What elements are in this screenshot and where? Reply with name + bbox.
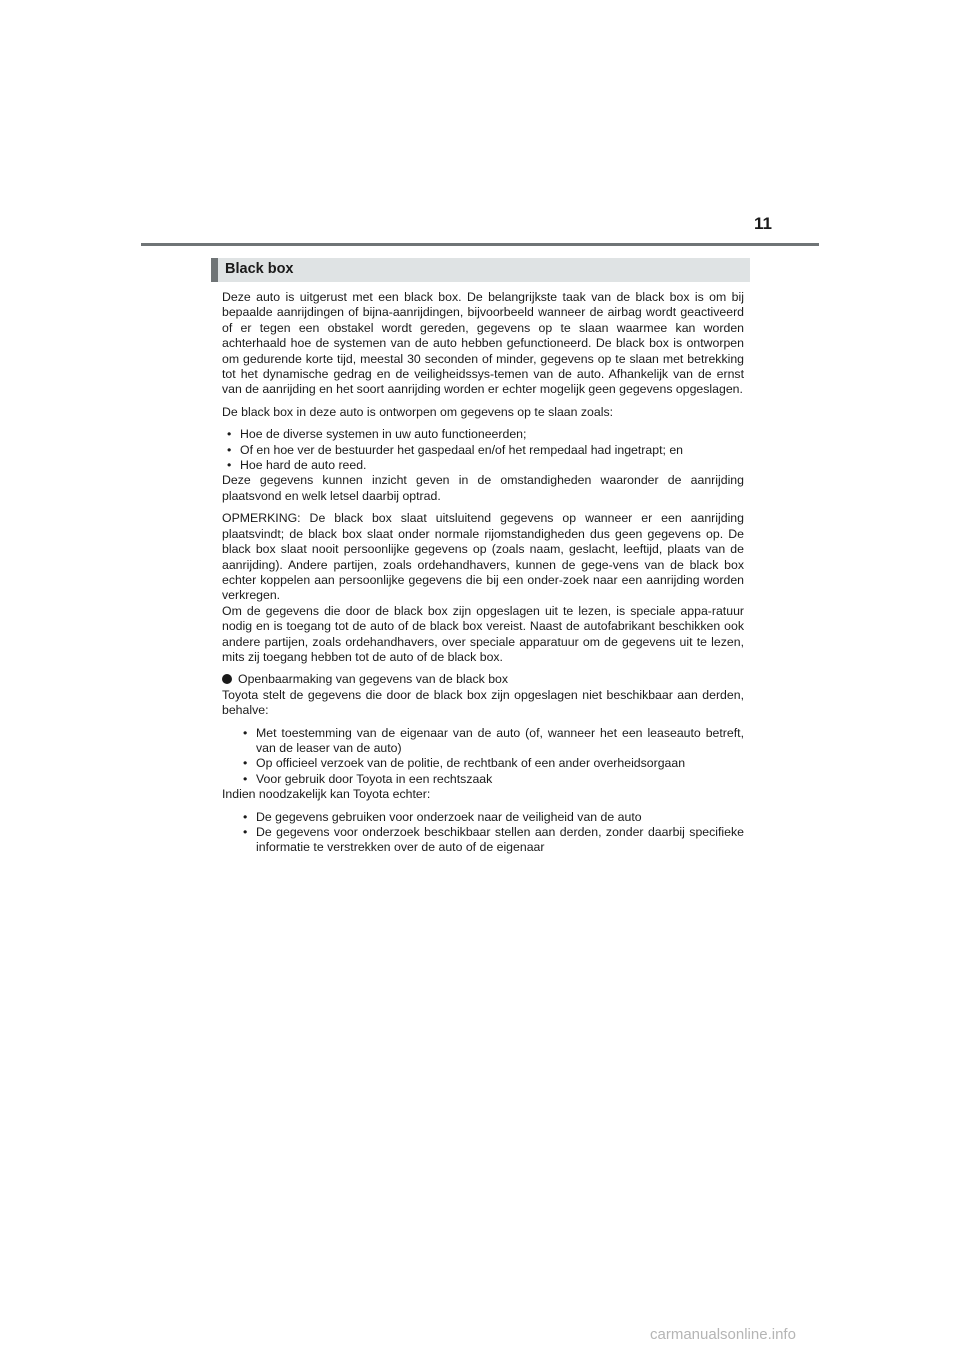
paragraph-insight: Deze gegevens kunnen inzicht geven in de omstandigheden waaronder de aanrijding plaatsvond en welk letsel daarbij optrad. [222,473,744,503]
list-item: • Op officieel verzoek van de politie, de rechtbank of een ander overheidsorgaan [243,756,686,771]
paragraph-readout: Om de gegevens die door de black box zijn opgeslagen uit te lezen, is speciale appa-ratuur nodig en is toegang tot de auto of de black box vereist. Naast de autofabrikant beschikken ook andere partijen, zoals ordehandhavers, over speciale apparatuur om de gegevens uit te lezen, mits zij toegang hebben tot de auto of de black box. [222,603,744,664]
list-item: • Voor gebruik door Toyota in een rechtszaak [243,771,493,786]
subheading-text: Openbaarmaking van gegevens van de black box [238,672,509,687]
list-item: • Hoe hard de auto reed. [227,458,367,473]
page-number: 11 [754,214,772,233]
paragraph-disclosure: Toyota stelt de gegevens die door de black box zijn opgeslagen niet beschikbaar aan derden, behalve: [222,687,744,718]
section-accent-bar [211,258,218,282]
paragraph-toyota-may: Indien noodzakelijk kan Toyota echter: [222,787,431,802]
section-header [211,258,750,282]
bullet-icon: • [227,442,232,457]
paragraph-intro: Deze auto is uitgerust met een black box. De belangrijkste taak van de black box is om bij bepaalde aanrijdingen of bijna-aanrijdingen, bijvoorbeeld wanneer de airbag wordt geactiveerd of er tegen een obstakel wordt gereden, gegevens op te slaan waarmee kan worden achterhaald hoe de systemen van de auto hebben gefunctioneerd. De black box is ontworpen om gedurende korte tijd, meestal 30 seconden of minder, gegevens op te slaan met betrekking tot het dynamische gedrag en de veiligheidssys-temen van de auto. Afhankelijk van de ernst van de aanrijding en het soort aanrijding worden er echter mogelijk geen gegevens opgeslagen. [222,290,744,397]
watermark: carmanualsonline.info [650,1326,796,1343]
list-item: • De gegevens voor onderzoek beschikbaar stellen aan derden, zonder daarbij specifieke informatie te verstrekken over de auto of de eigenaar [243,825,744,855]
list-item: • Of en hoe ver de bestuurder het gaspedaal en/of het rempedaal had ingetrapt; en [227,442,684,457]
paragraph-data-intro: De black box in deze auto is ontworpen om gegevens op te slaan zoals: [222,404,614,419]
subheading-disclosure [222,672,744,687]
exception-list [238,726,744,788]
bullet-icon: • [243,825,248,839]
section-title: Black box [225,261,294,277]
bullet-icon: • [243,809,248,824]
bullet-icon: • [243,771,248,786]
bullet-icon: • [227,427,232,442]
content-body [222,290,744,856]
bullet-icon: • [243,756,248,771]
list-item: • Met toestemming van de eigenaar van de auto (of, wanneer het een leaseauto betreft, van de leaser van de auto) [243,725,744,755]
bullet-icon: • [227,458,232,473]
list-item: • Hoe de diverse systemen in uw auto functioneerden; [227,427,527,442]
filled-circle-icon [222,674,232,684]
bullet-icon: • [243,725,248,740]
usage-list [238,810,744,856]
paragraph-note: OPMERKING: De black box slaat uitsluitend gegevens op wanneer er een aanrijding plaatsvindt; de black box slaat onder normale rijomstandigheden dus geen gegevens op. De black box slaat nooit persoonlijke gegevens op (zoals naam, geslacht, leeftijd, plaats van de aanrijding). Andere partijen, zoals ordehandhavers, kunnen de gege-vens van de black box echter koppelen aan persoonlijke gegevens die bij een onder-zoek naar een aanrijding worden verkregen. [222,511,744,603]
header-rule [141,243,819,246]
data-list [222,427,744,473]
list-item: • De gegevens gebruiken voor onderzoek naar de veiligheid van de auto [243,809,642,824]
